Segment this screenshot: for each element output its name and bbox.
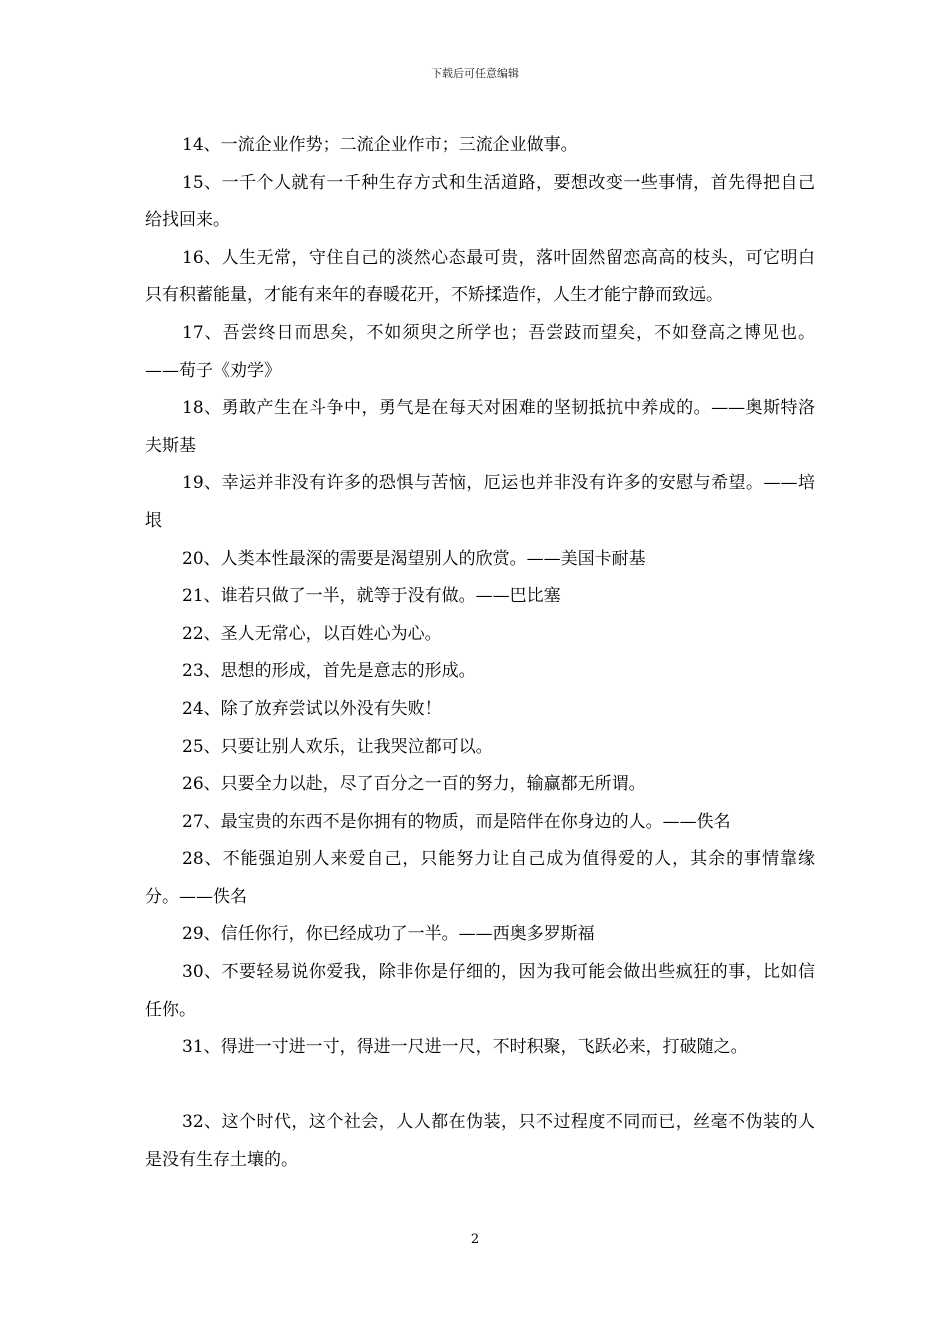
quote-paragraph-19: 19、幸运并非没有许多的恐惧与苦恼，厄运也并非没有许多的安慰与希望。——培垠: [145, 473, 815, 531]
quote-paragraph-29: 29、信任你行，你已经成功了一半。——西奥多罗斯福: [182, 924, 595, 945]
quote-paragraph-16: 16、人生无常，守住自己的淡然心态最可贵，落叶固然留恋高高的枝头，可它明白只有积蓄能量，才能有来年的春暖花开，不矫揉造作，人生才能宁静而致远。: [145, 247, 815, 306]
quote-paragraph-27: 27、最宝贵的东西不是你拥有的物质，而是陪伴在你身边的人。——佚名: [182, 811, 731, 832]
quote-paragraph-14: 14、一流企业作势；二流企业作市；三流企业做事。: [182, 135, 578, 155]
quote-paragraph-28: 28、不能强迫别人来爱自己，只能努力让自己成为值得爱的人，其余的事情靠缘分。——佚名: [145, 849, 815, 907]
quote-paragraph-21: 21、谁若只做了一半，就等于没有做。——巴比塞: [182, 586, 561, 607]
quote-paragraph-26: 26、只要全力以赴，尽了百分之一百的努力，输赢都无所谓。: [182, 774, 646, 795]
quote-paragraph-23: 23、思想的形成，首先是意志的形成。: [182, 661, 476, 682]
quote-paragraph-31: 31、得进一寸进一寸，得进一尺进一尺，不时积聚，飞跃必来，打破随之。: [182, 1037, 748, 1058]
quote-paragraph-30: 30、不要轻易说你爱我，除非你是仔细的，因为我可能会做出些疯狂的事，比如信任你。: [145, 962, 815, 1020]
page-header: 下载后可任意编辑: [431, 67, 519, 80]
quote-paragraph-32: 32、这个时代，这个社会，人人都在伪装，只不过程度不同而已，丝毫不伪装的人是没有生存土壤的。: [145, 1112, 815, 1171]
quote-paragraph-22: 22、圣人无常心，以百姓心为心。: [182, 623, 442, 644]
quote-paragraph-17: 17、吾尝终日而思矣，不如须臾之所学也；吾尝跂而望矣，不如登高之博见也。——荀子《劝学》: [145, 322, 815, 381]
paragraph-spacer: [145, 1067, 815, 1105]
quote-paragraph-20: 20、人类本性最深的需要是渴望别人的欣赏。——美国卡耐基: [182, 548, 646, 569]
document-body: [145, 127, 815, 1180]
quote-paragraph-15: 15、一千个人就有一千种生存方式和生活道路，要想改变一些事情，首先得把自己给找回来。: [145, 172, 815, 231]
quote-paragraph-25: 25、只要让别人欢乐，让我哭泣都可以。: [182, 736, 493, 757]
quote-paragraph-24: 24、除了放弃尝试以外没有失败！: [182, 698, 442, 719]
quote-paragraph-18: 18、勇敢产生在斗争中，勇气是在每天对困难的坚韧抵抗中养成的。——奥斯特洛夫斯基: [145, 398, 815, 456]
page-number: 2: [470, 1232, 480, 1247]
